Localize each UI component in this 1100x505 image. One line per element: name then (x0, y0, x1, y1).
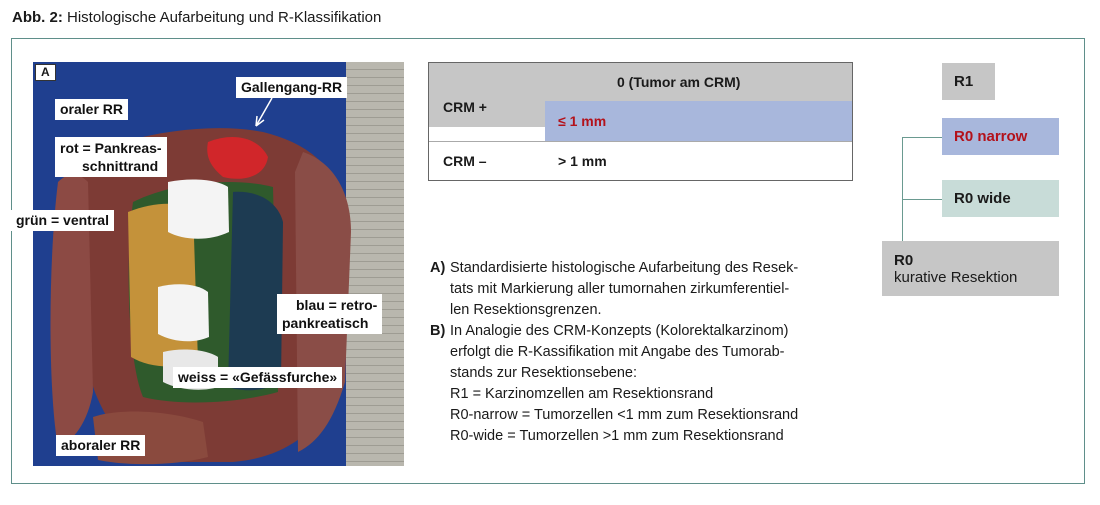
description-b-key: B) (430, 323, 446, 339)
crm-header: 0 (Tumor am CRM) (429, 63, 852, 101)
description-a-line: len Resektionsgrenzen. (450, 302, 602, 318)
label-oraler-rr: oraler RR (55, 99, 128, 120)
crm-plus-label: CRM + (429, 87, 545, 127)
figure-title: Histologische Aufarbeitung und R-Klassifikation (67, 9, 382, 26)
panel-a-tag: A (35, 64, 56, 81)
label-blau-line2: pankreatisch (282, 315, 369, 331)
description-b-line: R1 = Karzinomzellen am Resektionsrand (450, 386, 714, 402)
description-b (430, 321, 860, 342)
crm-minus-label: CRM – (429, 141, 545, 180)
r1-box: R1 (942, 63, 995, 100)
label-rot-line2: schnittrand (82, 158, 159, 174)
r0-label: R0 (894, 251, 914, 269)
connector-vertical (902, 137, 903, 241)
label-gallengang-rr: Gallengang-RR (236, 77, 347, 98)
description-b-line: In Analogie des CRM-Konzepts (Kolorektalkarzinom) (450, 323, 789, 339)
crm-table (428, 62, 853, 181)
crm-wide-value: > 1 mm (545, 141, 852, 180)
arrow-icon (248, 94, 288, 134)
label-rot-line1: rot = Pankreas- (60, 140, 162, 156)
description-a-line: Standardisierte histologische Aufarbeitung des Resek- (450, 260, 799, 276)
description-b-line: erfolgt die R-Kassifikation mit Angabe des Tumorab- (450, 344, 785, 360)
description-a (430, 258, 860, 279)
description-block (430, 258, 860, 447)
connector-narrow (902, 137, 942, 138)
specimen-photo (16, 62, 404, 466)
crm-narrow-value: ≤ 1 mm (545, 101, 852, 141)
connector-wide (902, 199, 942, 200)
label-rot-pankreas (55, 137, 167, 177)
figure-caption (12, 9, 381, 26)
description-a-key: A) (430, 260, 446, 276)
label-weiss-gefaessfurche: weiss = «Gefässfurche» (173, 367, 342, 388)
description-b-line: stands zur Resektionsebene: (450, 365, 637, 381)
label-blau-retro (277, 294, 382, 334)
label-aboraler-rr: aboraler RR (56, 435, 145, 456)
specimen-illustration (33, 62, 404, 466)
description-b-line: R0-wide = Tumorzellen >1 mm zum Resektionsrand (450, 428, 784, 444)
r0-subtitle: kurative Resektion (894, 268, 1018, 286)
r0-narrow-box: R0 narrow (942, 118, 1059, 155)
figure-number: Abb. 2: (12, 9, 63, 26)
r0-curative-box (882, 241, 1059, 296)
label-blau-line1: blau = retro- (296, 297, 378, 313)
description-b-line: R0-narrow = Tumorzellen <1 mm zum Resektionsrand (450, 407, 799, 423)
label-gruen-ventral: grün = ventral (11, 210, 114, 231)
description-a-line: tats mit Markierung aller tumornahen zirkumferentiel- (450, 281, 790, 297)
r0-wide-box: R0 wide (942, 180, 1059, 217)
